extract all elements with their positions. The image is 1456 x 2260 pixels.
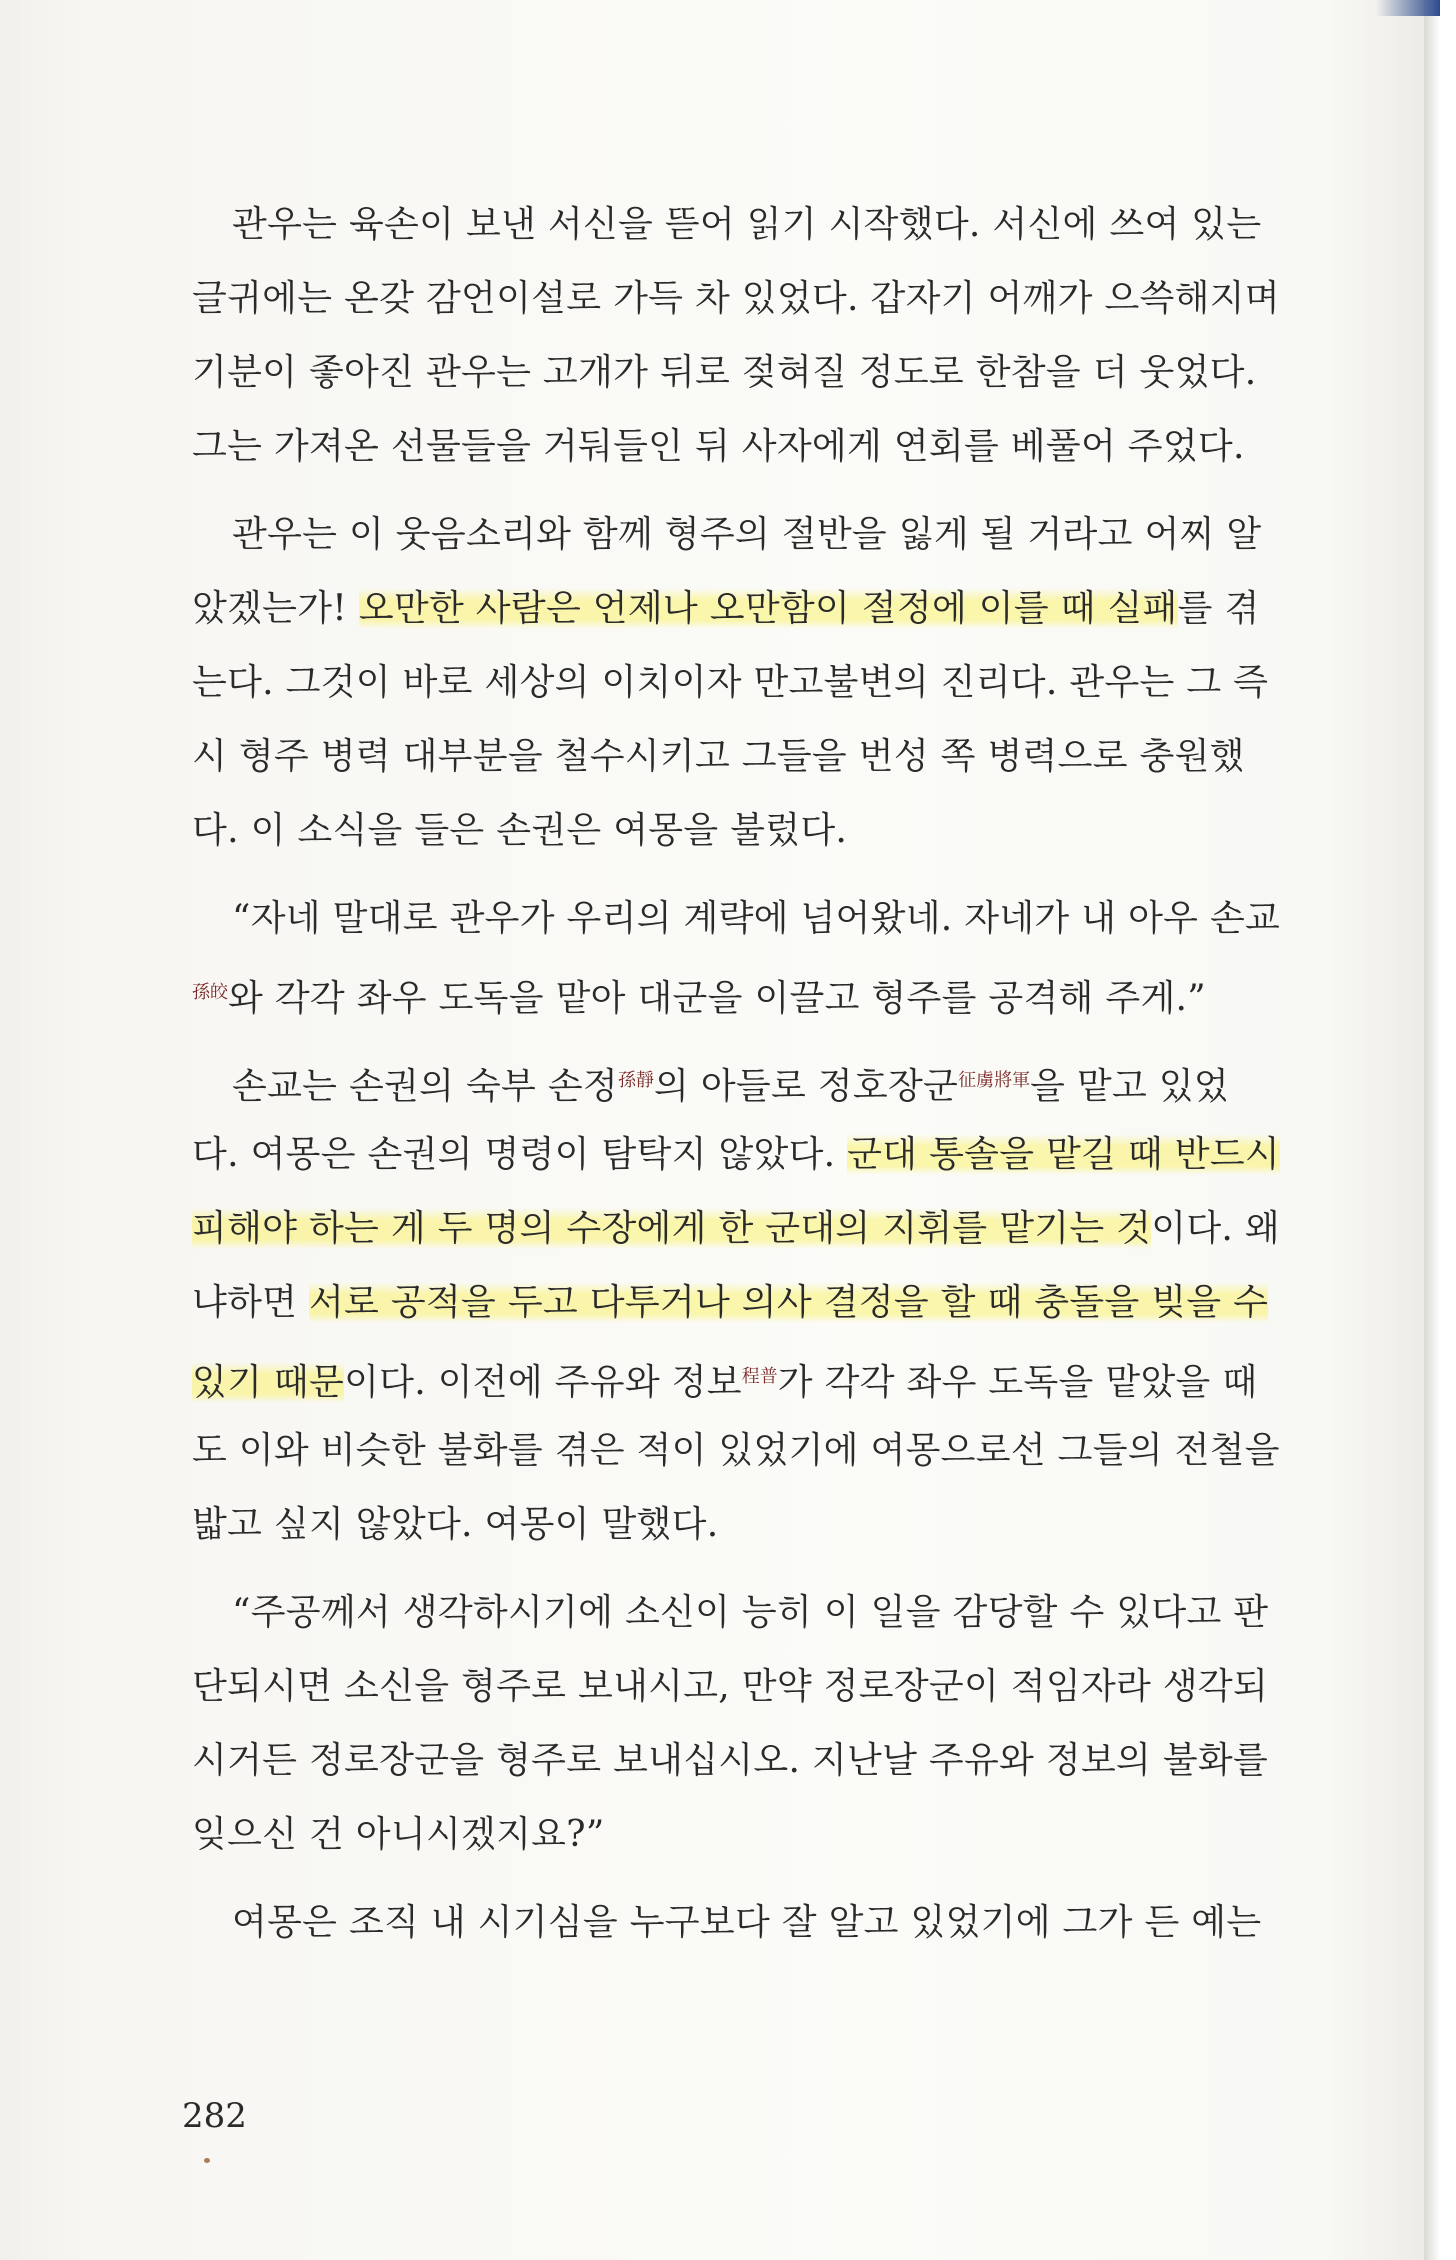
- text-span: 을 맡고 있었: [1030, 1066, 1229, 1107]
- hanja-annotation: 程普: [741, 1366, 778, 1387]
- text-line: 관우는 이 웃음소리와 함께 형주의 절반을 잃게 될 거라고 어찌 알: [232, 514, 1262, 555]
- text-line: 시 형주 병력 대부분을 철수시키고 그들을 번성 쪽 병력으로 충원했: [192, 736, 1245, 777]
- text-line: [192, 572, 1260, 646]
- ink-smudge: [204, 2158, 210, 2163]
- page-number: 282: [182, 2096, 247, 2136]
- text-line: 여몽은 조직 내 시기심을 누구보다 잘 알고 있었기에 그가 든 예는: [232, 1902, 1262, 1943]
- text-span: 다. 여몽은 손권의 명령이 탐탁지 않았다.: [192, 1134, 848, 1175]
- text-span: 와 각각 좌우 도독을 맡아 대군을 이끌고 형주를 공격해 주게.”: [228, 978, 1206, 1019]
- page-edge: [1424, 0, 1440, 2260]
- text-span: 의 아들로 정호장군: [654, 1066, 959, 1107]
- hanja-annotation: 征虜將軍: [958, 1070, 1031, 1091]
- text-line: 시거든 정로장군을 형주로 보내십시오. 지난날 주유와 정보의 불화를: [192, 1740, 1269, 1781]
- text-line: [192, 1192, 1280, 1266]
- highlighted-text: 서로 공적을 두고 다투거나 의사 결정을 할 때 충돌을 빚을 수: [308, 1282, 1269, 1323]
- text-line: 도 이와 비슷한 불화를 겪은 적이 있었기에 여몽으로선 그들의 전철을: [192, 1430, 1280, 1471]
- text-span: 냐하면: [192, 1282, 309, 1323]
- text-line: “주공께서 생각하시기에 소신이 능히 이 일을 감당할 수 있다고 판: [232, 1592, 1269, 1633]
- corner-mark: [1376, 0, 1440, 16]
- text-line: 잊으신 건 아니시겠지요?”: [192, 1814, 605, 1855]
- text-span: 손교는 손권의 숙부 손정: [232, 1066, 618, 1107]
- body-text: [192, 188, 1281, 1960]
- text-line: [192, 1044, 1256, 1118]
- text-line: “자네 말대로 관우가 우리의 계략에 넘어왔네. 자네가 내 아우 손교: [232, 898, 1281, 939]
- text-span: 이다. 왜: [1151, 1208, 1280, 1249]
- highlighted-text: 있기 때문: [192, 1362, 345, 1403]
- hanja-annotation: 孫皎: [192, 982, 228, 1003]
- highlighted-text: 피해야 하는 게 두 명의 수장에게 한 군대의 지휘를 맡기는 것: [192, 1208, 1152, 1249]
- text-line: [192, 1266, 1269, 1340]
- text-line: 밟고 싶지 않았다. 여몽이 말했다.: [192, 1504, 719, 1545]
- text-line: [192, 956, 1256, 1030]
- highlighted-text: 오만한 사람은 언제나 오만함이 절정에 이를 때 실패: [358, 588, 1178, 629]
- text-span: 이다. 이전에 주유와 정보: [344, 1362, 742, 1403]
- text-line: 다. 이 소식을 들은 손권은 여몽을 불렀다.: [192, 810, 848, 851]
- text-span: 았겠는가!: [192, 588, 359, 629]
- text-line: 는다. 그것이 바로 세상의 이치이자 만고불변의 진리다. 관우는 그 즉: [192, 662, 1269, 703]
- highlighted-text: 군대 통솔을 맡길 때 반드시: [847, 1134, 1280, 1175]
- hanja-annotation: 孫靜: [618, 1070, 654, 1091]
- text-line: 관우는 육손이 보낸 서신을 뜯어 읽기 시작했다. 서신에 쓰여 있는: [232, 204, 1262, 245]
- text-line: [192, 1118, 1280, 1192]
- text-line: 기분이 좋아진 관우는 고개가 뒤로 젖혀질 정도로 한참을 더 웃었다.: [192, 352, 1257, 393]
- text-span: 를 겪: [1177, 588, 1260, 629]
- text-span: 가 각각 좌우 도독을 맡았을 때: [777, 1362, 1258, 1403]
- text-line: [192, 1340, 1256, 1414]
- text-line: 단되시면 소신을 형주로 보내시고, 만약 정로장군이 적임자라 생각되: [192, 1666, 1269, 1707]
- text-line: 그는 가져온 선물들을 거둬들인 뒤 사자에게 연회를 베풀어 주었다.: [192, 426, 1245, 467]
- text-line: 글귀에는 온갖 감언이설로 가득 차 있었다. 갑자기 어깨가 으쓱해지며: [192, 278, 1280, 319]
